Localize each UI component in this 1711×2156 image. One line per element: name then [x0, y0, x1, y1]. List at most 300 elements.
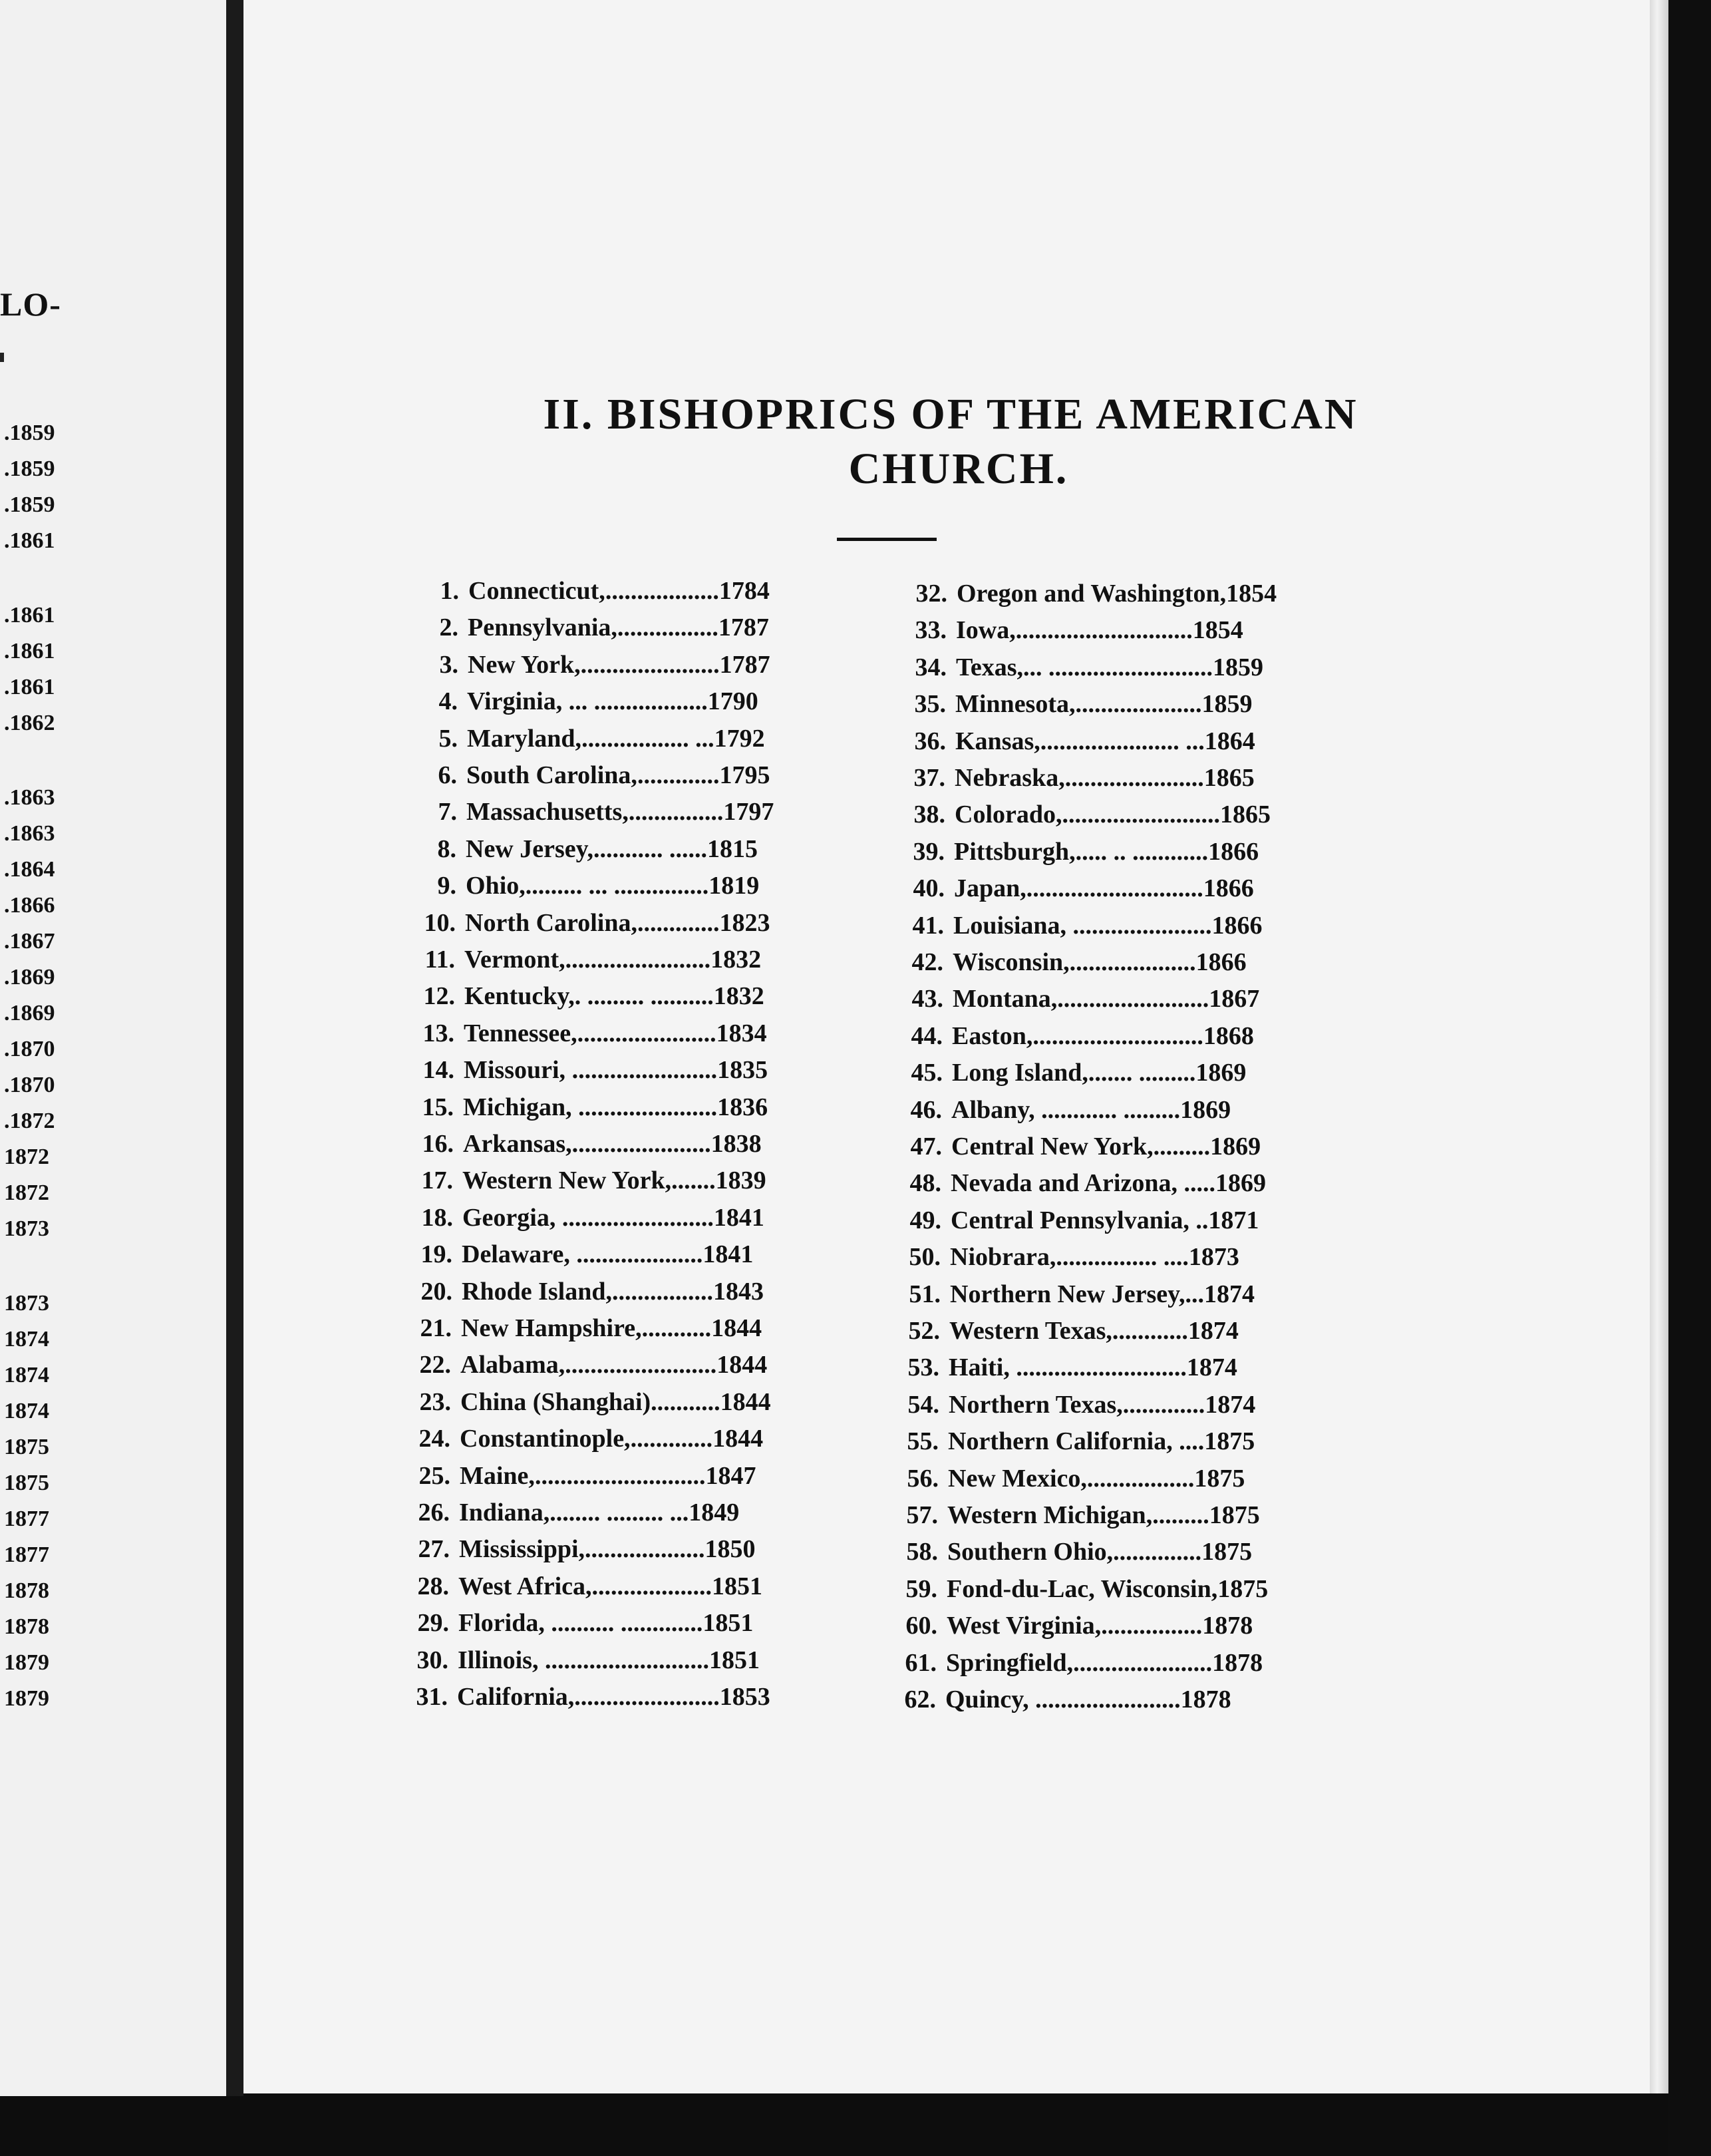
consecration-year: 1874 — [1205, 1390, 1256, 1419]
diocese-name: Nevada and Arizona, — [951, 1169, 1177, 1198]
bishopric-entry — [390, 1424, 763, 1457]
leader-dots: ................. ... — [581, 724, 714, 753]
entry-number: 35. — [914, 690, 946, 719]
consecration-year: 1866 — [1211, 911, 1263, 940]
entry-number: 36. — [914, 727, 946, 755]
consecration-year: 1875 — [1204, 1427, 1255, 1456]
diocese-name: Tennessee, — [464, 1019, 577, 1047]
left-facing-page — [0, 0, 226, 2096]
left-page-year: 1878 — [4, 1614, 49, 1639]
bishopric-entry — [398, 613, 769, 646]
entry-number: 49. — [909, 1206, 941, 1234]
bishopric-entry — [881, 1242, 1239, 1276]
leader-dots: ... .................. — [562, 687, 708, 716]
diocese-name: Montana, — [953, 985, 1058, 1013]
leader-dots: ............. — [1122, 1390, 1205, 1419]
title-divider-rule — [837, 538, 937, 541]
diocese-name: Western Texas, — [949, 1317, 1112, 1345]
entry-number: 18. — [421, 1203, 453, 1232]
diocese-name: Louisiana, — [953, 911, 1067, 940]
diocese-name: Iowa, — [956, 616, 1016, 645]
consecration-year: 1869 — [1195, 1059, 1247, 1087]
leader-dots: .......... ............. — [544, 1609, 703, 1638]
left-page-year: 1877 — [4, 1542, 49, 1567]
consecration-year: 1823 — [719, 908, 770, 937]
bishopric-entry — [887, 653, 1263, 686]
leader-dots: .................... — [1075, 690, 1202, 719]
entry-number: 33. — [915, 616, 947, 645]
bishopric-entry — [879, 1427, 1255, 1460]
leader-dots: ...................... — [580, 650, 720, 679]
consecration-year: 1875 — [1194, 1464, 1245, 1493]
consecration-year: 1878 — [1180, 1686, 1231, 1713]
entry-number: 38. — [913, 801, 945, 829]
leader-dots: ................ — [1101, 1612, 1203, 1640]
consecration-year: 1844 — [711, 1314, 762, 1342]
bishopric-entry — [394, 1055, 768, 1089]
entry-number: 32. — [915, 580, 947, 608]
diocese-name: Long Island, — [952, 1059, 1088, 1087]
entry-number: 59. — [905, 1574, 937, 1603]
left-page-year: 1874 — [4, 1363, 49, 1387]
diocese-name: New York, — [468, 650, 581, 679]
leader-dots: ...................... — [1064, 764, 1204, 792]
leader-dots: .................... — [569, 1240, 703, 1269]
bishopric-entry — [886, 727, 1255, 760]
entry-number: 31. — [416, 1683, 448, 1711]
diocese-name: Central Pennsylvania, — [951, 1206, 1189, 1234]
bishopric-entry — [879, 1353, 1237, 1386]
entry-number: 61. — [905, 1648, 937, 1677]
diocese-name: Northern Texas, — [949, 1390, 1123, 1419]
leader-dots: ......... — [1153, 1133, 1211, 1161]
leader-dots: ....................... — [565, 1056, 718, 1085]
consecration-year: 1843 — [712, 1277, 764, 1306]
leader-dots: .................... — [1069, 948, 1196, 976]
consecration-year: 1866 — [1203, 874, 1254, 903]
bishopric-entry — [398, 687, 758, 720]
leader-dots: ......... — [1152, 1501, 1209, 1529]
diocese-name: Maryland, — [467, 724, 582, 753]
left-page-year: 1875 — [4, 1435, 49, 1459]
entry-number: 20. — [420, 1277, 452, 1306]
entry-number: 13. — [422, 1019, 454, 1047]
left-page-year: .1869 — [4, 965, 55, 989]
leader-dots: .... — [1172, 1427, 1205, 1456]
leader-dots: ........................... — [534, 1461, 706, 1490]
diocese-name: Connecticut, — [468, 577, 605, 605]
diocese-name: Southern Ohio, — [947, 1538, 1114, 1566]
leader-dots: ............... — [628, 798, 724, 826]
consecration-year: 1869 — [1215, 1169, 1266, 1198]
scan-border-right — [1668, 0, 1711, 2156]
leader-dots: ........................ — [1057, 985, 1209, 1013]
leader-dots: ........ ......... ... — [549, 1499, 689, 1527]
left-page-year: .1869 — [4, 1001, 55, 1025]
consecration-year: 1797 — [723, 798, 774, 826]
entry-number: 2. — [439, 614, 458, 642]
entry-number: 52. — [908, 1317, 940, 1345]
entry-number: 44. — [911, 1021, 943, 1050]
bishopric-entry — [884, 911, 1263, 944]
page-title-line-1: II. BISHOPRICS OF THE AMERICAN — [543, 390, 1358, 439]
leader-dots: ............................ — [1015, 616, 1193, 645]
diocese-name: Albany, — [951, 1095, 1035, 1124]
entry-number: 9. — [437, 872, 456, 900]
entry-number: 55. — [907, 1427, 939, 1456]
bishopric-entry — [388, 1682, 770, 1715]
consecration-year: 1874 — [1186, 1353, 1237, 1382]
leader-dots: ...................... — [577, 1019, 716, 1047]
diocese-name: New Jersey, — [466, 834, 594, 863]
bishopric-entry — [885, 837, 1259, 870]
consecration-year: 1875 — [1209, 1501, 1260, 1529]
left-page-year: .1859 — [4, 421, 55, 445]
consecration-year: 1839 — [715, 1167, 766, 1195]
consecration-year: 1859 — [1213, 653, 1264, 681]
diocese-name: Constantinople, — [460, 1425, 631, 1453]
entry-number: 12. — [423, 982, 455, 1011]
consecration-year: 1866 — [1195, 948, 1247, 976]
bishopric-entry — [877, 1574, 1268, 1608]
bishopric-entry — [396, 908, 770, 942]
leader-dots: ...................... — [1073, 1648, 1213, 1677]
diocese-name: Western Michigan, — [947, 1501, 1153, 1529]
diocese-name: Niobrara, — [950, 1243, 1056, 1272]
bishopric-entry — [397, 761, 770, 794]
bishopric-entry — [399, 576, 770, 610]
diocese-name: West Africa, — [458, 1572, 592, 1600]
diocese-name: Pittsburgh, — [954, 837, 1076, 866]
left-page-year: 1872 — [4, 1180, 49, 1205]
entry-number: 41. — [912, 911, 944, 940]
entry-number: 14. — [422, 1056, 454, 1085]
consecration-year: 1847 — [705, 1461, 756, 1490]
leader-dots: ............. — [630, 1425, 713, 1453]
leader-dots: ................ — [611, 1277, 713, 1306]
bishopric-entry — [390, 1534, 756, 1568]
left-page-year: .1870 — [4, 1037, 55, 1061]
diocese-name: Wisconsin, — [953, 948, 1070, 976]
bishopric-entry — [883, 948, 1247, 981]
leader-dots: . ......... .......... — [574, 982, 714, 1011]
leader-dots: ........... — [641, 1314, 712, 1342]
leader-dots: ....................... — [565, 946, 711, 974]
bishopric-entry — [390, 1461, 756, 1495]
entry-number: 37. — [913, 764, 945, 792]
left-page-year: .1863 — [4, 785, 55, 810]
left-page-year: .1861 — [4, 675, 55, 699]
left-page-year-column — [0, 0, 80, 2096]
entry-number: 27. — [418, 1535, 450, 1564]
leader-dots: ......................... — [1062, 801, 1220, 829]
bishopric-entry — [393, 1166, 766, 1199]
leader-dots: ...................... — [571, 1093, 718, 1121]
left-page-year: .1866 — [4, 893, 55, 918]
entry-number: 26. — [418, 1499, 450, 1527]
consecration-year: 1865 — [1203, 764, 1255, 792]
bishopric-entry — [394, 1129, 762, 1163]
leader-dots: ........................... — [1032, 1021, 1203, 1050]
bishopric-entry — [881, 1168, 1266, 1202]
entry-number: 54. — [907, 1390, 939, 1419]
left-page-year: .1867 — [4, 929, 55, 954]
diocese-name: Maine, — [460, 1461, 535, 1490]
diocese-name: Texas, — [956, 653, 1024, 681]
consecration-year: 1787 — [719, 650, 770, 679]
consecration-year: 1851 — [708, 1646, 760, 1674]
diocese-name: Vermont, — [464, 946, 565, 974]
entry-number: 57. — [906, 1501, 938, 1529]
consecration-year: 1878 — [1212, 1648, 1263, 1677]
consecration-year: 1875 — [1217, 1574, 1269, 1603]
diocese-name: Alabama, — [460, 1351, 565, 1379]
consecration-year: 1787 — [718, 614, 769, 642]
leader-dots: .......................... — [538, 1646, 709, 1674]
diocese-name: Massachusetts, — [466, 798, 629, 826]
entry-number: 4. — [438, 687, 458, 716]
entry-number: 15. — [422, 1093, 454, 1121]
entry-number: 22. — [419, 1351, 451, 1379]
diocese-name: Fond-du-Lac, Wisconsin, — [947, 1574, 1218, 1603]
entry-number: 28. — [417, 1572, 449, 1600]
consecration-year: 1849 — [689, 1499, 740, 1527]
consecration-year: 1844 — [712, 1425, 764, 1453]
diocese-name: Delaware, — [462, 1240, 570, 1269]
leader-dots: ........................... — [1009, 1353, 1187, 1382]
bishopric-entry — [394, 1019, 767, 1052]
leader-dots: .............. — [1113, 1538, 1202, 1566]
consecration-year: 1851 — [702, 1609, 754, 1638]
consecration-year: 1871 — [1208, 1206, 1259, 1234]
consecration-year: 1784 — [718, 577, 770, 605]
entry-number: 62. — [904, 1686, 936, 1713]
leader-dots: ................ .... — [1056, 1243, 1189, 1272]
left-page-year: 1878 — [4, 1578, 49, 1603]
entry-number: 56. — [907, 1464, 939, 1493]
diocese-name: Indiana, — [459, 1499, 550, 1527]
consecration-year: 1836 — [717, 1093, 768, 1121]
diocese-name: Colorado, — [955, 801, 1062, 829]
bishopric-entry — [396, 834, 758, 868]
bishopric-entry — [876, 1685, 1231, 1718]
left-page-year: .1861 — [4, 603, 55, 628]
leader-dots: .................. — [605, 577, 719, 605]
entry-number: 19. — [420, 1240, 452, 1269]
bishopric-entry — [887, 616, 1243, 649]
leader-dots: ........... — [651, 1387, 720, 1416]
bishopric-entry — [882, 1095, 1231, 1129]
diocese-name: California, — [457, 1683, 575, 1711]
leader-dots: ... — [1185, 1280, 1205, 1308]
diocese-name: Michigan, — [463, 1093, 572, 1121]
entry-number: 51. — [909, 1280, 941, 1308]
consecration-year: 1864 — [1204, 727, 1255, 755]
bishopric-entry — [881, 1206, 1259, 1239]
left-page-year: 1873 — [4, 1216, 49, 1241]
bishopric-entry — [883, 984, 1259, 1017]
diocese-name: North Carolina, — [465, 908, 637, 937]
entry-number: 1. — [440, 577, 459, 605]
consecration-year: 1854 — [1226, 580, 1277, 608]
diocese-name: China (Shanghai) — [460, 1387, 651, 1416]
leader-dots: ..... — [1177, 1169, 1215, 1198]
entry-number: 7. — [438, 798, 457, 826]
leader-dots: ...................... ... — [1040, 727, 1205, 755]
bishopric-entry — [878, 1537, 1252, 1570]
entry-number: 47. — [910, 1133, 942, 1161]
entry-number: 10. — [424, 908, 456, 937]
bishopric-entry — [389, 1608, 753, 1642]
left-page-year: .1870 — [4, 1073, 55, 1097]
consecration-year: 1838 — [710, 1130, 762, 1158]
leader-dots: ................. — [1086, 1464, 1195, 1493]
consecration-year: 1875 — [1201, 1538, 1253, 1566]
entry-number: 50. — [909, 1243, 941, 1272]
diocese-name: Ohio, — [466, 872, 526, 900]
consecration-year: 1873 — [1188, 1243, 1239, 1272]
diocese-name: West Virginia, — [947, 1612, 1102, 1640]
left-page-year: .1859 — [4, 456, 55, 481]
leader-dots: ............................ — [1026, 874, 1203, 903]
consecration-year: 1850 — [704, 1535, 756, 1564]
consecration-year: 1878 — [1202, 1612, 1253, 1640]
entry-number: 25. — [418, 1461, 450, 1490]
leader-dots: ................ — [617, 614, 718, 642]
diocese-name: New Mexico, — [948, 1464, 1087, 1493]
entry-number: 45. — [911, 1059, 943, 1087]
entry-number: 11. — [424, 946, 455, 974]
bishopric-entry — [391, 1387, 771, 1421]
consecration-year: 1792 — [714, 724, 765, 753]
diocese-name: Central New York, — [951, 1133, 1154, 1161]
bishopric-entry — [887, 579, 1277, 612]
bishopric-entry — [395, 945, 761, 978]
diocese-name: Kansas, — [955, 727, 1040, 755]
entry-number: 3. — [439, 650, 458, 679]
left-page-year: .1863 — [4, 821, 55, 846]
bishopric-entry — [880, 1316, 1239, 1349]
leader-dots: ................... — [591, 1572, 712, 1600]
bishopric-entry — [390, 1498, 739, 1531]
diocese-name: Western New York, — [462, 1167, 672, 1195]
bishopric-entry — [391, 1350, 767, 1383]
diocese-name: Japan, — [954, 874, 1026, 903]
left-page-year: 1874 — [4, 1399, 49, 1423]
consecration-year: 1866 — [1208, 837, 1259, 866]
page-edge — [1650, 0, 1668, 2093]
diocese-name: Missouri, — [464, 1056, 566, 1085]
left-page-heading-fragment: LO- — [0, 285, 61, 323]
left-page-year: .1859 — [4, 492, 55, 517]
left-page-year: .1861 — [4, 528, 55, 553]
consecration-year: 1867 — [1209, 985, 1260, 1013]
entry-number: 6. — [438, 761, 457, 789]
consecration-year: 1853 — [719, 1683, 770, 1711]
left-page-year: 1874 — [4, 1327, 49, 1351]
left-page-year: .1872 — [4, 1109, 55, 1133]
bishopric-entry — [398, 650, 770, 683]
leader-dots: ....... ......... — [1088, 1059, 1196, 1087]
diocese-name: Illinois, — [458, 1646, 539, 1674]
entry-number: 48. — [909, 1169, 941, 1198]
bishopric-entry — [877, 1611, 1253, 1644]
consecration-year: 1790 — [707, 687, 758, 716]
consecration-year: 1869 — [1210, 1133, 1261, 1161]
entry-number: 42. — [911, 948, 943, 976]
entry-number: 43. — [911, 985, 943, 1013]
consecration-year: 1832 — [710, 946, 762, 974]
consecration-year: 1841 — [702, 1240, 754, 1269]
bishopric-entry — [879, 1390, 1255, 1423]
bishopric-entry — [878, 1501, 1260, 1534]
consecration-year: 1874 — [1187, 1317, 1239, 1345]
entry-number: 5. — [438, 724, 458, 753]
left-page-year: 1879 — [4, 1650, 49, 1675]
leader-dots: ........... ...... — [593, 834, 708, 863]
leader-dots: .. — [1189, 1206, 1209, 1234]
diocese-name: Northern New Jersey, — [950, 1280, 1185, 1308]
main-page — [243, 0, 1674, 2093]
diocese-name: Georgia, — [462, 1203, 556, 1232]
left-page-year: 1879 — [4, 1686, 49, 1711]
diocese-name: South Carolina, — [466, 761, 637, 789]
diocese-name: Quincy, — [945, 1686, 1029, 1713]
leader-dots: ... .......................... — [1023, 653, 1213, 681]
entry-number: 16. — [422, 1130, 454, 1158]
entry-number: 58. — [906, 1538, 938, 1566]
diocese-name: Kentucky, — [464, 982, 575, 1011]
entry-number: 39. — [913, 837, 945, 866]
leader-dots: ............ — [1112, 1317, 1188, 1345]
consecration-year: 1844 — [716, 1351, 768, 1379]
entry-number: 24. — [418, 1425, 450, 1453]
bishopric-entry — [393, 1203, 764, 1236]
consecration-year: 1854 — [1192, 616, 1243, 645]
leader-dots: ...................... — [571, 1130, 711, 1158]
diocese-name: Easton, — [952, 1021, 1033, 1050]
diocese-name: Pennsylvania, — [468, 614, 617, 642]
left-page-year: 1877 — [4, 1507, 49, 1531]
bishopric-entry — [882, 1132, 1261, 1165]
bishopric-entry — [885, 800, 1271, 833]
bishopric-entry — [392, 1277, 764, 1310]
consecration-year: 1795 — [719, 761, 770, 789]
left-page-year: .1864 — [4, 857, 55, 882]
leader-dots: ....................... — [574, 1683, 720, 1711]
consecration-year: 1815 — [707, 834, 758, 863]
bishopric-entry — [885, 763, 1255, 797]
diocese-name: Northern California, — [948, 1427, 1173, 1456]
consecration-year: 1835 — [717, 1056, 768, 1085]
leader-dots: ............. — [637, 761, 720, 789]
entry-number: 21. — [420, 1314, 452, 1342]
leader-dots: ........................ — [555, 1203, 714, 1232]
leader-dots: ................... — [585, 1535, 705, 1564]
entry-number: 34. — [915, 653, 947, 681]
entry-number: 60. — [905, 1612, 937, 1640]
entry-number: 29. — [417, 1609, 449, 1638]
left-page-year: .1862 — [4, 711, 55, 735]
diocese-name: Mississippi, — [459, 1535, 585, 1564]
book-gutter — [226, 0, 243, 2096]
consecration-year: 1832 — [713, 982, 764, 1011]
bishopric-entry — [396, 871, 759, 904]
consecration-year: 1869 — [1180, 1095, 1231, 1124]
leader-dots: ..... .. ............ — [1075, 837, 1209, 866]
consecration-year: 1851 — [712, 1572, 763, 1600]
consecration-year: 1859 — [1201, 690, 1253, 719]
